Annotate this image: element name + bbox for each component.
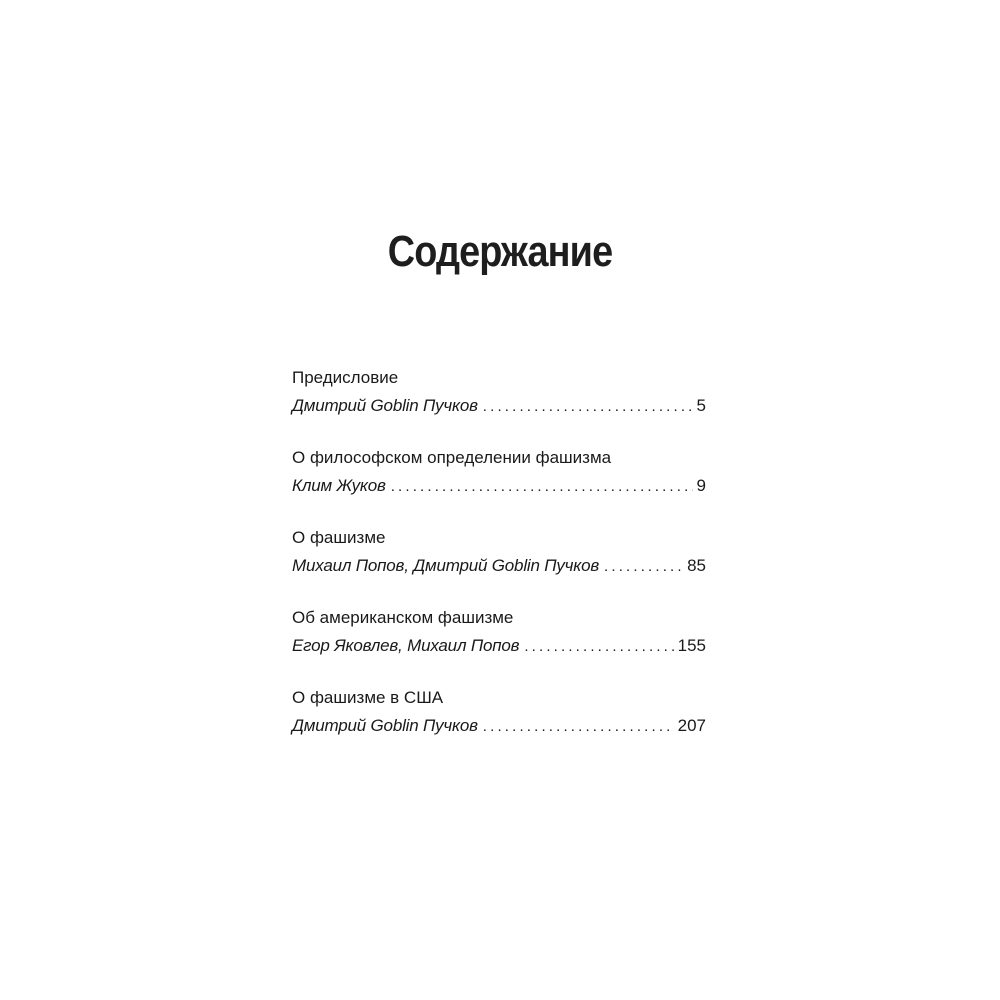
toc-entry-author: Михаил Попов, Дмитрий Goblin Пучков: [292, 556, 600, 575]
toc-entry: [292, 366, 706, 446]
toc-entry-page-number: 5: [696, 396, 706, 415]
toc-entry-author: Клим Жуков: [292, 476, 386, 495]
toc-entry: [292, 686, 706, 766]
toc-entry-title: О фашизме: [292, 528, 386, 547]
toc-entry-line: [292, 393, 706, 419]
toc-entry-title: Предисловие: [292, 368, 399, 387]
toc-entry: [292, 526, 706, 606]
toc-dot-leader: [483, 714, 674, 740]
toc-entry-page-number: 207: [677, 716, 706, 735]
toc-entry-author: Дмитрий Goblin Пучков: [292, 716, 478, 735]
toc-entry-page-number: 85: [687, 556, 706, 575]
toc-entry: [292, 446, 706, 526]
table-of-contents: [292, 366, 706, 766]
toc-entry-author: Дмитрий Goblin Пучков: [292, 396, 478, 415]
toc-dot-leader: [604, 554, 683, 580]
toc-entry-line: [292, 633, 706, 659]
toc-entry-page-number: 155: [677, 636, 706, 655]
toc-entry-title: О фашизме в США: [292, 688, 444, 707]
toc-entry-author: Егор Яковлев, Михаил Попов: [292, 636, 520, 655]
toc-entry-title: О философском определении фашизма: [292, 448, 612, 467]
toc-entry-line: [292, 473, 706, 499]
toc-dot-leader: [391, 474, 693, 500]
toc-entry-page-number: 9: [696, 476, 706, 495]
toc-entry: [292, 606, 706, 686]
toc-dot-leader: [483, 394, 693, 420]
page-title: Содержание: [387, 227, 613, 276]
toc-entry-title: Об американском фашизме: [292, 608, 514, 627]
toc-entry-line: [292, 553, 706, 579]
toc-dot-leader: [524, 634, 673, 660]
toc-entry-line: [292, 713, 706, 739]
